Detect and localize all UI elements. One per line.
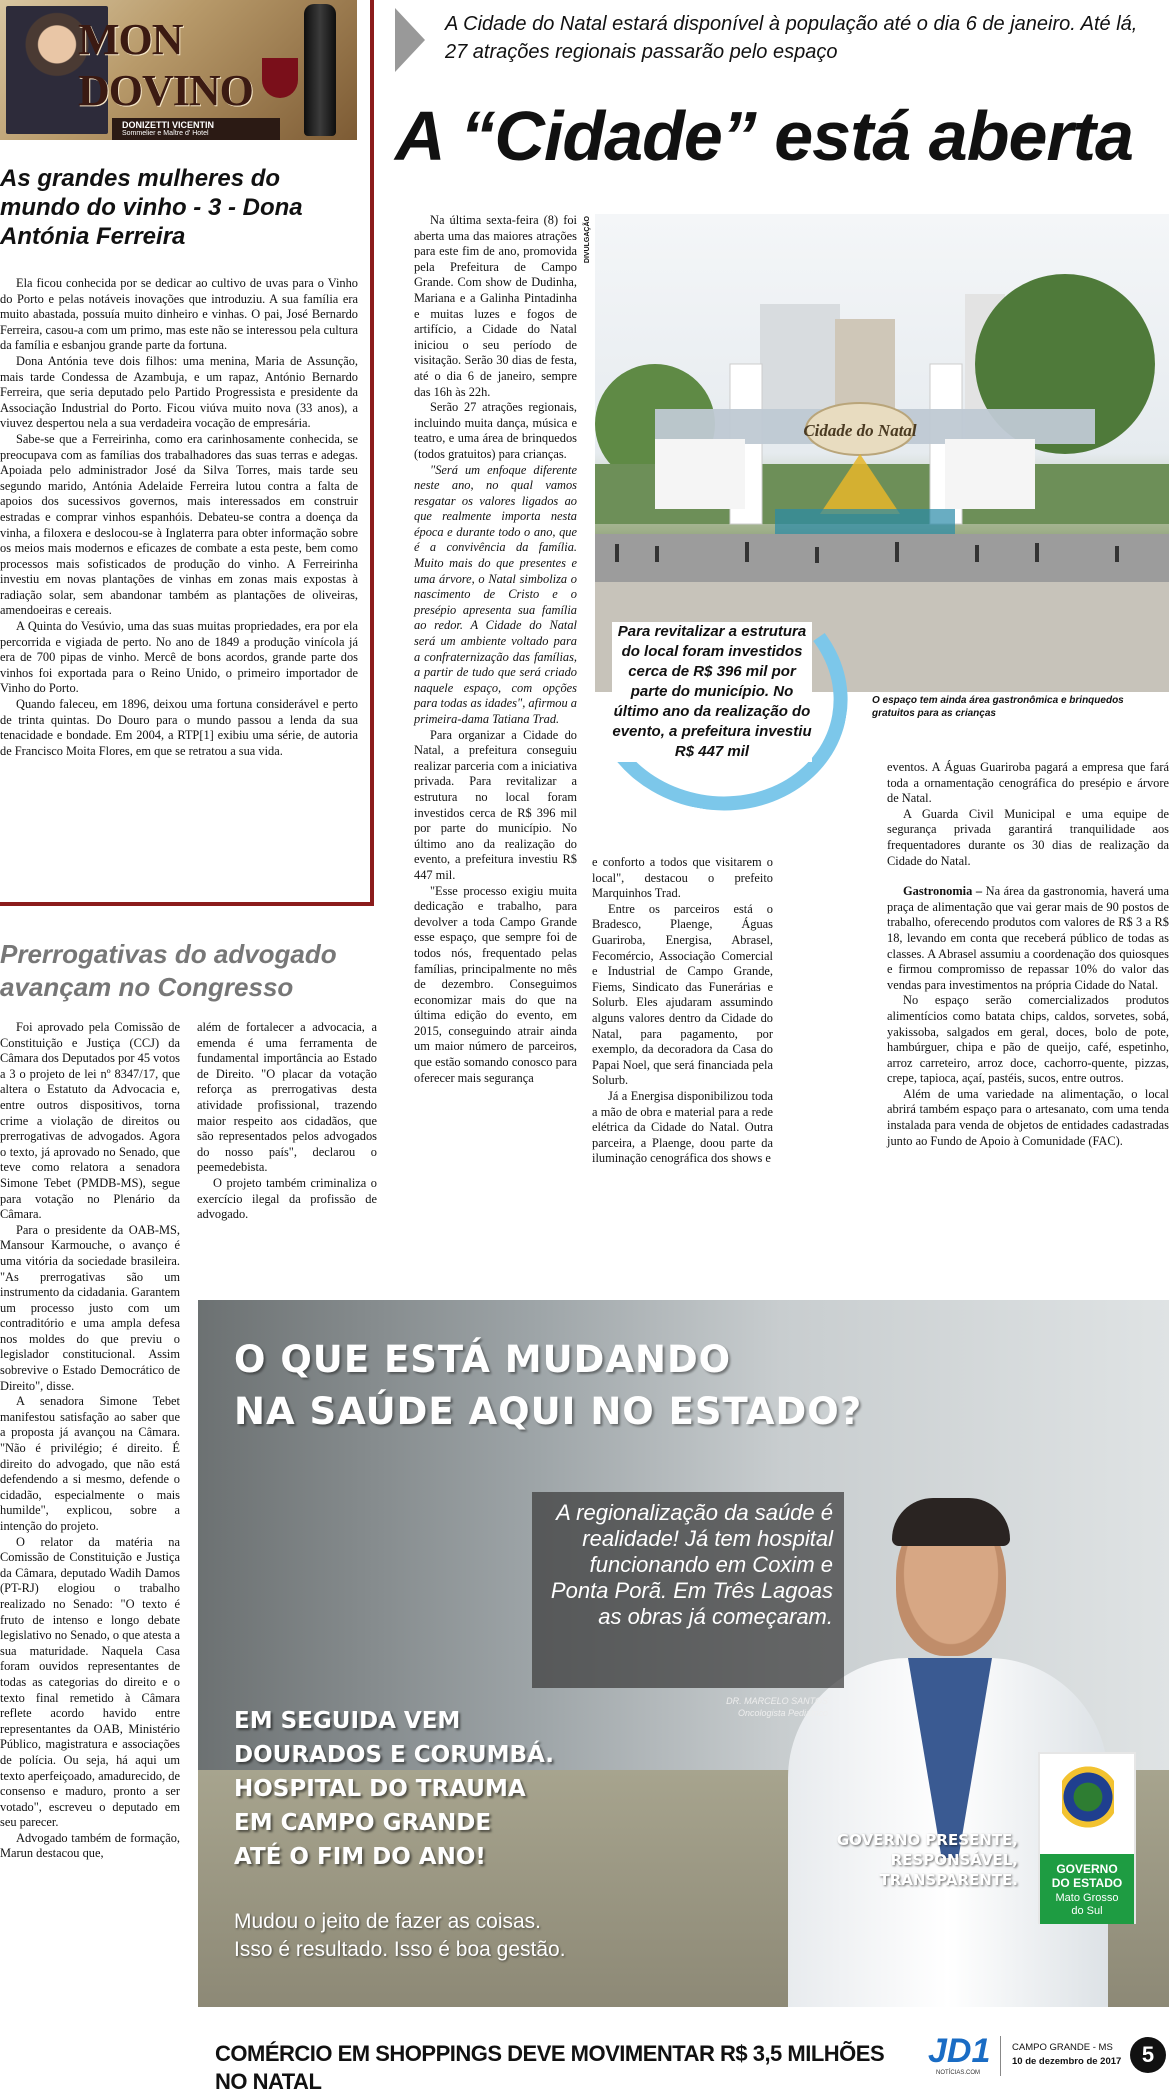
author-role: Sommelier e Maître d' Hotel bbox=[122, 130, 209, 137]
footer-date: 10 de dezembro de 2017 bbox=[1012, 2056, 1122, 2067]
ad-slogan bbox=[788, 1830, 1018, 1890]
main-article-column-2 bbox=[592, 855, 773, 1167]
paragraph: Para o presidente da OAB-MS, Mansour Karmouche, o avanço é uma vitória da sociedade brasileira. "As prerrogativas são um instrumento da cidadania. Garantem um processo justo com um contraditório e uma ampla defesa nos moldes do que previu o legislador constitucional. Assim sobrevive o Estado Democrático de Direito", disse. bbox=[0, 1222, 180, 1393]
paragraph: e conforto a todos que visitarem o local", destacou o prefeito Marquinhos Trad. bbox=[592, 855, 773, 901]
paragraph: Sabe-se que a Ferreirinha, como era carinhosamente conhecida, se preocupava com as famílias dos trabalhadores das suas terras e adegas. Apoiada pelo administrador José da Silva Torres, mais tarde seu segundo marido, Antónia Adelaide Ferreira lutou contra a falta de apoios dos sucessivos governos, mais interessados em construir estradas e comprar vinhos espanhóis. Debateu-se contra a doença da vinha, a filoxera e deslocou-se à Inglaterra para obter informação sobre os meios mais modernos e eficazes de combate a esta peste, bem como processos mais sofisticados de produção do vinho. A Ferreirinha investiu em novas plantações de vinhas em zonas mais expostas à radiação solar, sem abandonar também as plantações de oliveiras, amendoeiras e cereais. bbox=[0, 431, 358, 618]
government-state-line: Mato Grosso bbox=[1055, 1892, 1119, 1904]
ad-tagline bbox=[234, 1908, 714, 1964]
footer-divider bbox=[1000, 2036, 1001, 2076]
paragraph: Foi aprovado pela Comissão de Constituição e Justiça (CCJ) da Câmara dos Deputados por 45 votos a 3 o projeto de lei nº 8347/17, que altera o Estatuto da Advocacia e, entre outros dispositivos, torna crime a violação de direitos ou prerrogativas de advogados. Agora o texto, já aprovado no Senado, que teve como relatora a senadora Simone Tebet (PMDB-MS), segue para votação no Plenário da Câmara. bbox=[0, 1020, 180, 1222]
wine-glass-icon bbox=[262, 58, 298, 98]
congress-article-headline: Prerrogativas do advogado avançam no Congresso bbox=[0, 939, 337, 1002]
subhead-gastronomia: Gastronomia – bbox=[903, 884, 983, 899]
ad-title-line: O QUE ESTÁ MUDANDO bbox=[234, 1338, 732, 1381]
doctor-role: Oncologista Pediátrico bbox=[737, 1708, 828, 1718]
ad-sub-line: DOURADOS E CORUMBÁ. bbox=[234, 1742, 554, 1768]
paragraph-text: Na área da gastronomia, haverá uma praça de alimentação que vai gerar mais de 90 postos de trabalho, oferecendo produtos com valores de R$ 3 a R$ 18, levando em conta que receberá público de todas as classes. A Abrasel assumiu a coordenação dos quiosques e firmou compromisso de repassar 10% do valor das vendas para investimentos na própria Cidade do Natal. bbox=[887, 884, 1169, 992]
wine-article-headline: As grandes mulheres do mundo do vinho - 3 - Dona Antónia Ferreira bbox=[0, 165, 303, 250]
jd1-logo: JD1 bbox=[928, 2032, 991, 2070]
paragraph: Advogado também de formação, Marun destacou que, bbox=[0, 1830, 180, 1861]
ad-tagline-line: Isso é resultado. Isso é boa gestão. bbox=[234, 1938, 566, 1961]
paragraph: Quando faleceu, em 1896, deixou uma fortuna considerável e perto de trinta quintas. Do Douro para o mundo passou a lenda da sua tenacidade e bondade. Em 2004, a RTP[1] exibiu uma série, de autoria de Francisco Moita Flores, em que se retratou a sua vida. bbox=[0, 697, 358, 758]
government-title-line: DO ESTADO bbox=[1051, 1876, 1123, 1890]
paragraph: Dona Antónia teve dois filhos: uma menina, Maria de Assunção, mais tarde Condessa de Azambuja, e um rapaz, António Bernardo Ferreira, que seria deputado pelo Partido Progressista e presidente da Associação Industrial do Porto. Ficou viúva muito nova (33 anos), a viuvez despertou nela a sua verdadeira vocação de empresária. bbox=[0, 353, 358, 431]
photo-caption: O espaço tem ainda área gastronômica e brinquedos gratuitos para as crianças bbox=[872, 695, 1124, 719]
article-deck: A Cidade do Natal estará disponível à população até o dia 6 de janeiro. Até lá, 27 atrações regionais passarão pelo espaço bbox=[445, 13, 1138, 63]
ad-slogan-line: RESPONSÁVEL, bbox=[890, 1851, 1018, 1869]
paragraph: Na última sexta-feira (8) foi aberta uma das maiores atrações para este fim de ano, promovida pela Prefeitura de Campo Grande. Com show de Dudinha, Mariana e a Galinha Pintadinha e muitas luzes e fogos de artifício, a Cidade do Natal iniciou o seu período de visitação. Serão 30 dias de festa, até o dia 6 de janeiro, sempre das 16h às 22h. bbox=[414, 213, 577, 399]
government-state bbox=[1040, 1892, 1134, 1918]
jd1-logo-subtitle: NOTÍCIAS.COM bbox=[935, 2070, 980, 2076]
paragraph: "Esse processo exigiu muita dedicação e trabalho, para devolver a toda Campo Grande esse espaço, que sempre foi de todos nós, frequentado pelas famílias, principalmente no mês de dezembro. Conseguimos economizar mais do que na última edição do evento, em 2015, conseguindo atrair ainda um maior número de parceiros, que estão somando conosco para oferecer mais segurança bbox=[414, 883, 577, 1085]
ad-title-line: NA SAÚDE AQUI NO ESTADO? bbox=[234, 1390, 863, 1433]
paragraph: Entre os parceiros está o Bradesco, Plaenge, Águas Guariroba, Energisa, Abrasel, Fecomércio, Associação Comercial e Industrial de Campo Grande, Fiems, Sindicato das Funerárias e Solurb. Eles ajudaram assumindo alguns valores dentro da Cidade do Natal, para pagamento, por exemplo, da decoradora da Casa do Papai Noel, que será financiada pela Solurb. bbox=[592, 901, 773, 1088]
author-box bbox=[112, 118, 280, 140]
wine-bottle-icon bbox=[304, 4, 336, 136]
paragraph: A senadora Simone Tebet manifestou satisfação ao saber que a proposta já avançou na Câmara. "Não é privilégio; é direito. É direito do advogado, que não está defendendo a si mesmo, defende o cidadão, especialmente o mais humilde", explicou, sobre a intenção do projeto. bbox=[0, 1394, 180, 1533]
ad-tagline-line: Mudou o jeito de fazer as coisas. bbox=[234, 1910, 542, 1933]
paragraph: O projeto também criminaliza o exercício ilegal da profissão de advogado. bbox=[197, 1175, 377, 1222]
ad-slogan-line: TRANSPARENTE. bbox=[879, 1871, 1018, 1889]
footer-city: CAMPO GRANDE - MS bbox=[1012, 2042, 1113, 2053]
doctor-hair bbox=[892, 1498, 1010, 1546]
paragraph: "Será um enfoque diferente neste ano, no qual vamos resgatar os valores ligados ao que realmente importa nesta época e durante todo o ano, que é a convivência da família. Muito mais do que presentes e uma árvore, o Natal simboliza o nascimento de Cristo e o presépio apresenta sua família ao redor. A Cidade do Natal será um ambiente voltado para a confraternização das famílias, a partir de tudo que será criado naquele espaço, com opções para todas as idades", afirmou a primeira-dama Tatiana Trad. bbox=[414, 462, 577, 726]
paragraph: Serão 27 atrações regionais, incluindo muita dança, música e teatro, e uma área de brinquedos (todos gratuitos) para crianças. bbox=[414, 400, 577, 461]
ad-slogan-line: GOVERNO PRESENTE, bbox=[836, 1831, 1018, 1849]
wine-article-body bbox=[0, 276, 358, 759]
ad-quote: A regionalização da saúde é realidade! Já tem hospital funcionando em Coxim e Ponta Porã. Em Três Lagoas as obras já começaram. bbox=[550, 1500, 833, 1629]
main-article-column-1 bbox=[414, 213, 577, 1086]
government-label-box bbox=[1040, 1854, 1134, 1924]
page-number: 5 bbox=[1130, 2037, 1166, 2073]
column-title: MON DOVINO bbox=[78, 15, 253, 115]
ad-sub-line: EM SEGUIDA VEM bbox=[234, 1708, 461, 1734]
paragraph: Além de uma variedade na alimentação, o local abrirá também espaço para o artesanato, com uma tenda instalada para venda de objetos de entidades cadastradas junto ao Fundo de Apoio à Comunidade (FAC). bbox=[887, 1086, 1169, 1148]
photo-sign-text: Cidade do Natal bbox=[803, 421, 917, 440]
doctor-name: DR. MARCELO SANTOS bbox=[726, 1696, 828, 1706]
paragraph: A Quinta do Vesúvio, uma das suas muitas propriedades, era por ela percorrida e vigiada de perto. No ano de 1849 a produção vinícola já era de 700 pipas de vinho. Mercê de bons acordos, grande parte dos vinhos foi exportada para o Reino Unido, o primeiro importador de Vinho do Porto. bbox=[0, 619, 358, 696]
health-advertisement bbox=[198, 1300, 1169, 2007]
paragraph: Já a Energisa disponibilizou toda a mão de obra e material para a rede elétrica da Cidade do Natal. Outra parceira, a Plaenge, doou parte da iluminação cenográfica dos shows e bbox=[592, 1088, 773, 1166]
pull-quote: Para revitalizar a estrutura do local foram investidos cerca de R$ 396 mil por parte do município. No último ano da realização do evento, a prefeitura investiu R$ 447 mil bbox=[612, 623, 812, 760]
ad-sub-line: HOSPITAL DO TRAUMA bbox=[234, 1776, 526, 1802]
author-name: DONIZETTI VICENTIN bbox=[122, 120, 214, 130]
government-state-line: do Sul bbox=[1071, 1905, 1103, 1917]
congress-article-column-1 bbox=[0, 1020, 180, 1862]
main-headline: A “Cidade” está aberta bbox=[395, 97, 1133, 175]
ad-subheadline bbox=[234, 1704, 654, 1874]
footer-headline[interactable]: COMÉRCIO EM SHOPPINGS DEVE MOVIMENTAR R$ 3,5 MILHÕES NO NATAL bbox=[215, 2041, 885, 2094]
paragraph: O relator da matéria na Comissão de Constituição e Justiça da Câmara, deputado Wadih Damos (PT-RJ) elogiou o trabalho realizado no Senado: "O texto é fruto de intenso e longo debate legislativo no Senado, o que atesta a sua maturidade. Naquela Casa foram ouvidos representantes de todas as categorias do direito e o texto final remetido à Câmara reflete acordo havido entre representantes da OAB, Ministério Público, magistratura e associações de polícia. Ou seja, há aqui um texto aperfeiçoado, amadurecido, de consenso e maduro, pronto a ser votado", escreveu o deputado em seu parecer. bbox=[0, 1534, 180, 1830]
state-crest-icon bbox=[1062, 1766, 1114, 1828]
column-banner bbox=[0, 0, 357, 140]
photo-credit: DIVULGAÇÃO bbox=[584, 216, 591, 264]
paragraph: Para organizar a Cidade do Natal, a prefeitura conseguiu realizar parceria com a iniciativa privada. Para revitalizar a estrutura no local foram investidos cerca de R$ 396 mil por parte do município. No último ano da realização do evento, a prefeitura investiu R$ 447 mil. bbox=[414, 727, 577, 882]
deck-arrow-icon bbox=[395, 8, 425, 72]
government-logo bbox=[1038, 1752, 1136, 1924]
paragraph bbox=[887, 884, 1169, 993]
ad-sub-line: EM CAMPO GRANDE bbox=[234, 1810, 492, 1836]
ad-sub-line: ATÉ O FIM DO ANO! bbox=[234, 1844, 486, 1870]
main-article-column-3 bbox=[887, 760, 1169, 1149]
congress-article-column-2 bbox=[197, 1020, 377, 1223]
paragraph: Ela ficou conhecida por se dedicar ao cultivo de uvas para o Vinho do Porto e pelas notáveis inovações que introduziu. A sua família era muito abastada, possuía muito dinheiro e vinhas. O pai, José Bernardo Ferreira, casou-a com um primo, mas este não se interessou pela cultura da família e esbanjou grande parte da fortuna. bbox=[0, 276, 358, 353]
paragraph: eventos. A Águas Guariroba pagará a empresa que fará toda a ornamentação cenográfica do presépio e árvore de Natal. bbox=[887, 760, 1169, 806]
paragraph: No espaço serão comercializados produtos alimentícios como batata chips, caldos, sorvetes, sobá, yakissoba, salgados em geral, doces, bolo de pote, hambúrguer, chipa e pão de queijo, café, espetinho, arroz carreteiro, arroz doce, cachorro-quente, pizzas, crepe, tapioca, açaí, pastéis, sucos, entre outros. bbox=[887, 993, 1169, 1086]
government-title bbox=[1040, 1862, 1134, 1890]
paragraph: além de fortalecer a advocacia, a emenda é uma ferramenta de fundamental importância ao Estado de Direito. "O placar da votação reforça as prerrogativas desta atividade profissional, trazendo maior respeito aos cidadãos, que são representados pelos advogados do nosso país", declarou o peemedebista. bbox=[197, 1020, 377, 1175]
government-title-line: GOVERNO bbox=[1056, 1862, 1118, 1876]
paragraph: A Guarda Civil Municipal e uma equipe de segurança privada garantirá tranquilidade aos frequentadores durante os 30 dias de realização da Cidade do Natal. bbox=[887, 806, 1169, 868]
